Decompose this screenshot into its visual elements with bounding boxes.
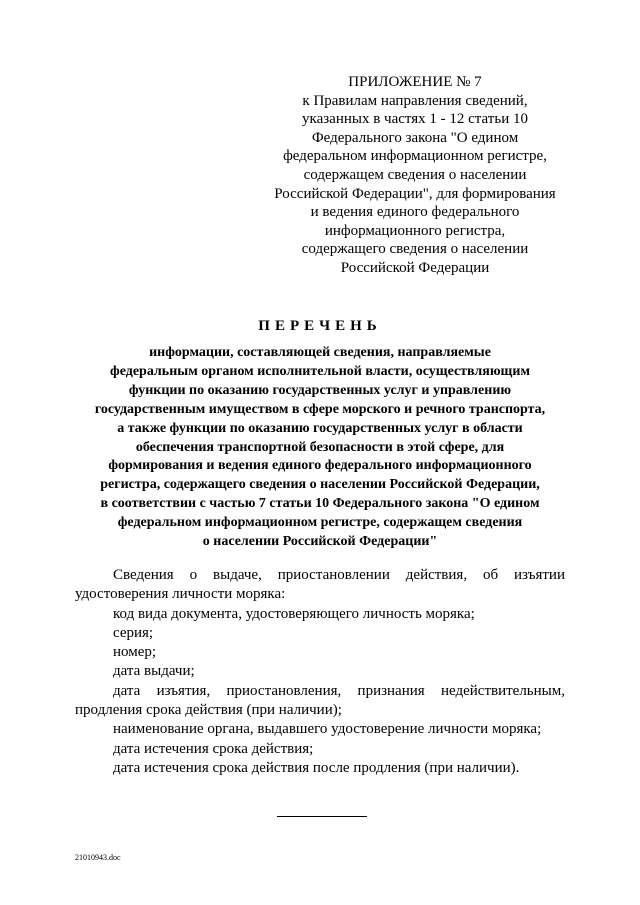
list-item: дата истечения срока действия после продления (при наличии).	[113, 759, 520, 776]
closing-rule	[277, 816, 367, 817]
appendix-line: и ведения единого федерального	[310, 204, 520, 221]
subtitle-line: в соответствии с частью 7 статьи 10 Федерального закона "О едином	[100, 496, 540, 512]
list-heading: ПЕРЕЧЕНЬ	[258, 318, 382, 334]
subtitle-line: обеспечения транспортной безопасности в этой сфере, для	[135, 439, 505, 455]
appendix-block	[255, 73, 575, 278]
subtitle-line: федеральным органом исполнительной власти, осуществляющим	[110, 363, 530, 379]
subtitle-line: о населении Российской Федерации"	[202, 534, 438, 550]
appendix-line: федеральном информационном регистре,	[283, 148, 547, 165]
list-item: код вида документа, удостоверяющего личность моряка;	[113, 605, 475, 622]
list-item: наименование органа, выдавшего удостоверение личности моряка;	[113, 721, 542, 738]
subtitle-line: регистра, содержащего сведения о населении Российской Федерации,	[100, 477, 540, 493]
subtitle-line: государственным имуществом в сфере морского и речного транспорта,	[94, 401, 546, 417]
appendix-line: Федерального закона "О едином	[311, 129, 519, 146]
list-item: дата изъятия, приостановления, признания недействительным,	[113, 682, 565, 699]
intro-paragraph-continuation: удостоверения личности моряка:	[75, 586, 286, 603]
subtitle-line: информации, составляющей сведения, направляемые	[149, 345, 491, 360]
appendix-line: указанных в частях 1 - 12 статьи 10	[302, 111, 528, 128]
intro-paragraph: Сведения о выдаче, приостановлении действия, об изъятии	[113, 567, 565, 583]
subtitle-line: федеральном информационном регистре, содержащем сведения	[117, 515, 523, 531]
list-item: дата истечения срока действия;	[113, 740, 314, 757]
appendix-line: информационного регистра,	[324, 222, 506, 239]
subtitle-line: формирования и ведения единого федерального информационного	[108, 458, 532, 474]
appendix-line: Российской Федерации	[340, 259, 490, 276]
appendix-line: к Правилам направления сведений,	[302, 92, 528, 109]
appendix-line: Российской Федерации", для формирования	[274, 185, 556, 202]
list-item: серия;	[113, 624, 154, 641]
file-name-footer: 21010943.doc	[75, 853, 121, 862]
appendix-line: содержащего сведения о населении	[301, 241, 529, 258]
subtitle-line: а также функции по оказанию государственных услуг в области	[117, 420, 523, 436]
list-item: номер;	[113, 644, 157, 661]
document-body	[75, 566, 565, 778]
subtitle-line: функции по оказанию государственных услуг и управлению	[128, 382, 512, 398]
list-item-continuation: продления срока действия (при наличии);	[75, 702, 342, 719]
appendix-line: содержащем сведения о населении	[303, 166, 527, 183]
appendix-title: ПРИЛОЖЕНИЕ № 7	[348, 74, 482, 90]
list-subtitle	[60, 344, 580, 552]
list-item: дата выдачи;	[113, 663, 195, 680]
